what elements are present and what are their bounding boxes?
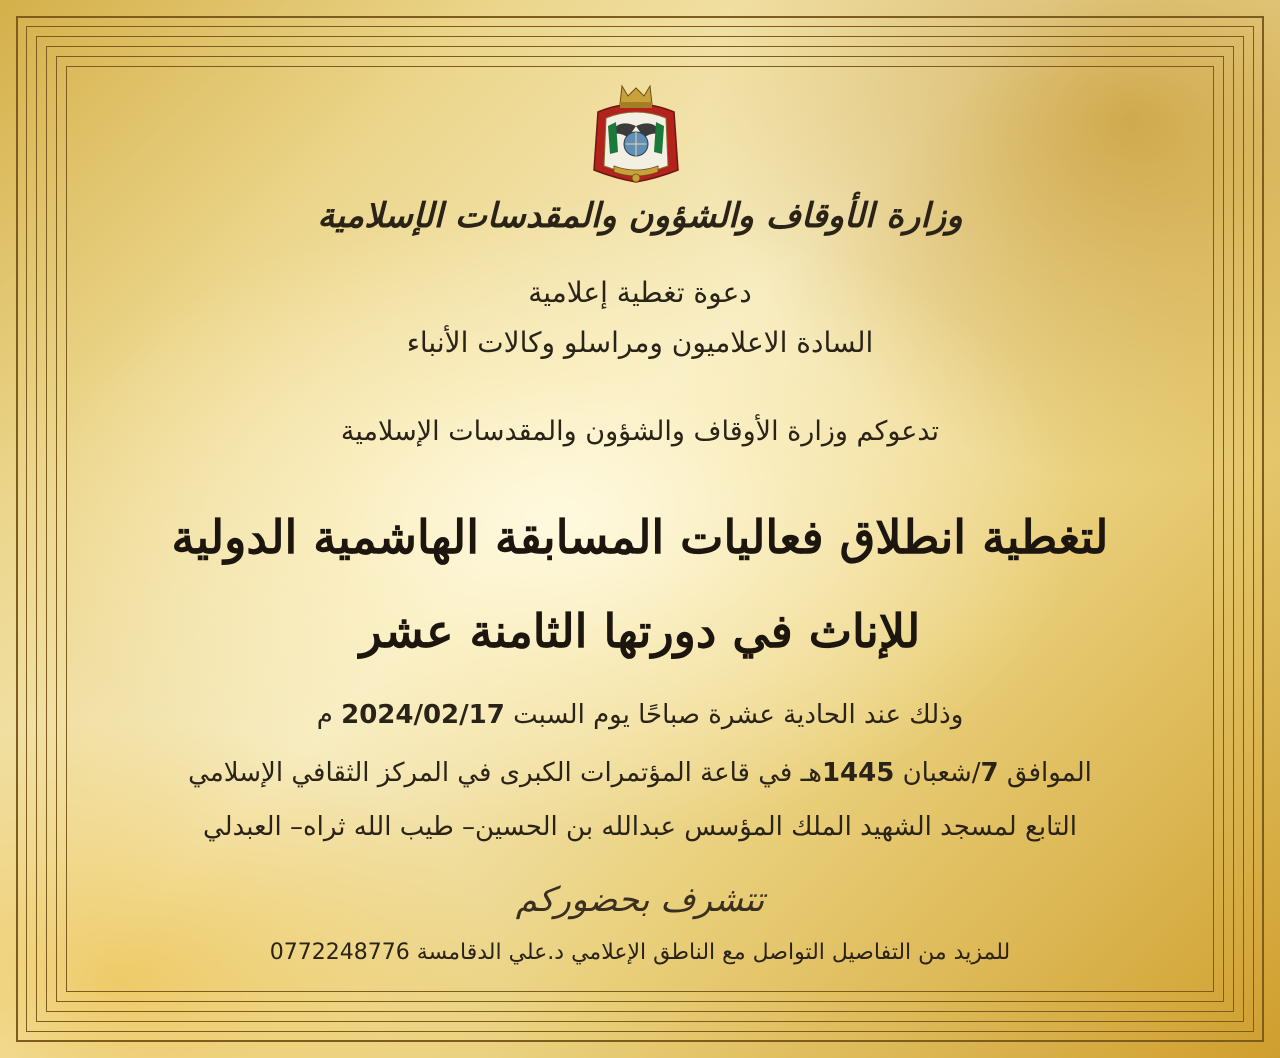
gregorian-suffix: م	[316, 700, 333, 730]
contact-text: للمزيد من التفاصيل التواصل مع الناطق الإعلامي د.علي الدقامسة	[416, 940, 1011, 965]
ministry-name: وزارة الأوقاف والشؤون والمقدسات الإسلامية	[317, 196, 963, 236]
jordan-coat-of-arms-icon	[588, 82, 684, 190]
hijri-suffix: هـ في قاعة المؤتمرات الكبرى في المركز الثقافي الإسلامي	[188, 758, 822, 788]
gregorian-date: 2024/02/17	[341, 700, 505, 730]
invitation-sender-line: تدعوكم وزارة الأوقاف والشؤون والمقدسات الإسلامية	[340, 416, 940, 447]
hijri-day: 7	[980, 758, 999, 788]
contact-line	[80, 940, 1200, 965]
headline-line-2: للإناث في دورتها الثامنة عشر	[359, 604, 921, 658]
hijri-month: /شعبان	[902, 758, 981, 788]
headline-line-1: لتغطية انطلاق فعاليات المسابقة الهاشمية الدولية	[171, 510, 1109, 564]
hijri-prefix: الموافق	[1006, 758, 1092, 788]
location-line: التابع لمسجد الشهيد الملك المؤسس عبدالله بن الحسين– طيب الله ثراه– العبدلي	[203, 812, 1077, 842]
invite-type: دعوة تغطية إعلامية	[528, 276, 752, 309]
honored-line: تتشرف بحضوركم	[515, 880, 765, 920]
contact-phone: 0772248776	[269, 940, 410, 965]
time-prefix: وذلك عند الحادية عشرة صباحًا يوم السبت	[513, 700, 964, 730]
hijri-date-line	[80, 758, 1200, 788]
hijri-year: 1445	[821, 758, 895, 788]
event-time-line	[80, 700, 1200, 730]
addressees: السادة الاعلاميون ومراسلو وكالات الأنباء	[406, 326, 874, 359]
